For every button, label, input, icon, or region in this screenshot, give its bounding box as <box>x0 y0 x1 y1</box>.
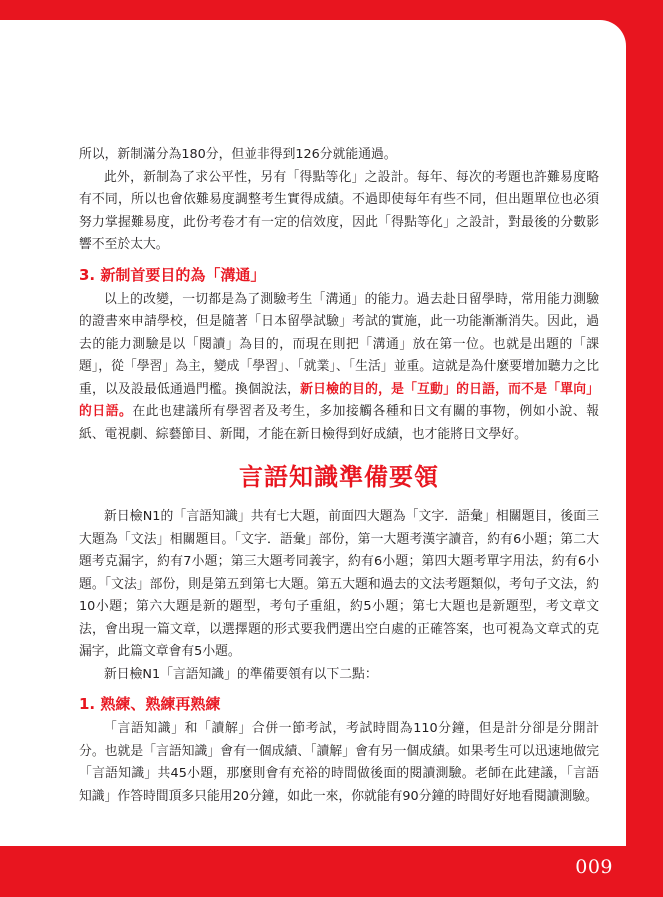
page-number: 009 <box>575 856 613 878</box>
section-heading-communication: 3. 新制首要目的為「溝通」 <box>79 265 266 284</box>
paragraph-equating: 此外，新制為了求公平性，另有「得點等化」之設計。每年、每次的考題也許難易度略有不同，所以也會依難易度調整考生實得成績。不過即使每年有些不同，但出題單位也必須努力掌握難易度，此份考卷才有一定的信效度，因此「得點等化」之設計，對最後的分數影響不至於太大。 <box>79 169 599 252</box>
chapter-title: 言語知識準備要領 <box>239 463 439 491</box>
section-heading-practice: 1. 熟練、熟練再熟練 <box>79 695 221 713</box>
paragraph-preparation-intro: 新日檢N1「言語知識」的準備要領有以下二點： <box>104 666 378 682</box>
paragraph-communication-advice: 在此也建議所有學習者及考生，多加接觸各種和日文有關的事物，例如小說、報紙、電視劇、綜藝節目、新聞，才能在新日檢得到好成績，也才能將日文學好。 <box>79 404 600 442</box>
paragraph-practice: 「言語知識」和「讀解」合併一節考試，考試時間為110分鐘，但是計分卻是分開計分。也就是「言語知識」會有一個成績、「讀解」會有另一個成績。如果考生可以迅速地做完「言語知識」共45小題，那麼則會有充裕的時間做後面的閱讀測驗。老師在此建議，「言語知識」作答時間頂多只能用20分鐘，如此一來，你就能有90分鐘的時間好好地看閱讀測驗。 <box>79 721 599 804</box>
paragraph-language-knowledge: 新日檢N1的「言語知識」共有七大題，前面四大題為「文字．語彙」相關題目，後面三大題為「文法」相關題目。「文字．語彙」部份，第一大題考漢字讀音，約有6小題；第二大題考克漏字，約有7小題；第三大題考同義字，約有6小題；第四大題考單字用法，約有6小題。「文法」部份，則是第五到第七大題。第五大題和過去的文法考題類似，考句子文法，約10小題；第六大題是新的題型，考句子重組，約5小題；第七大題也是新題型，考文章文法，會出現一篇文章，以選擇題的形式要我們選出空白處的正確答案，也可視為文章式的克漏字，此篇文章會有5小題。 <box>79 509 599 659</box>
paragraph-communication <box>79 289 599 447</box>
page-content <box>79 144 599 808</box>
paragraph-score-note: 所以，新制滿分為180分，但並非得到126分就能通過。 <box>79 147 397 162</box>
bottom-red-band <box>0 846 663 897</box>
highlight-key-point: 新日檢的目的，是「互動」的日語，而不是「單向」的日語。 <box>79 381 600 419</box>
paragraph-communication-text: 以上的改變，一切都是為了測驗考生「溝通」的能力。過去赴日留學時，常用能力測驗的證書來申請學校，但是隨著「日本留學試驗」考試的實施，此一功能漸漸消失。因此，過去的能力測驗是以「閱讀」為目的，而現在則把「溝通」放在第一位。也就是出題的「課題」，從「學習」為主，變成「學習」、「就業」、「生活」並重。這就是為什麼要增加聽力之比重，以及設最低通過門檻。換個說法， <box>79 291 599 397</box>
right-red-band <box>626 0 663 897</box>
